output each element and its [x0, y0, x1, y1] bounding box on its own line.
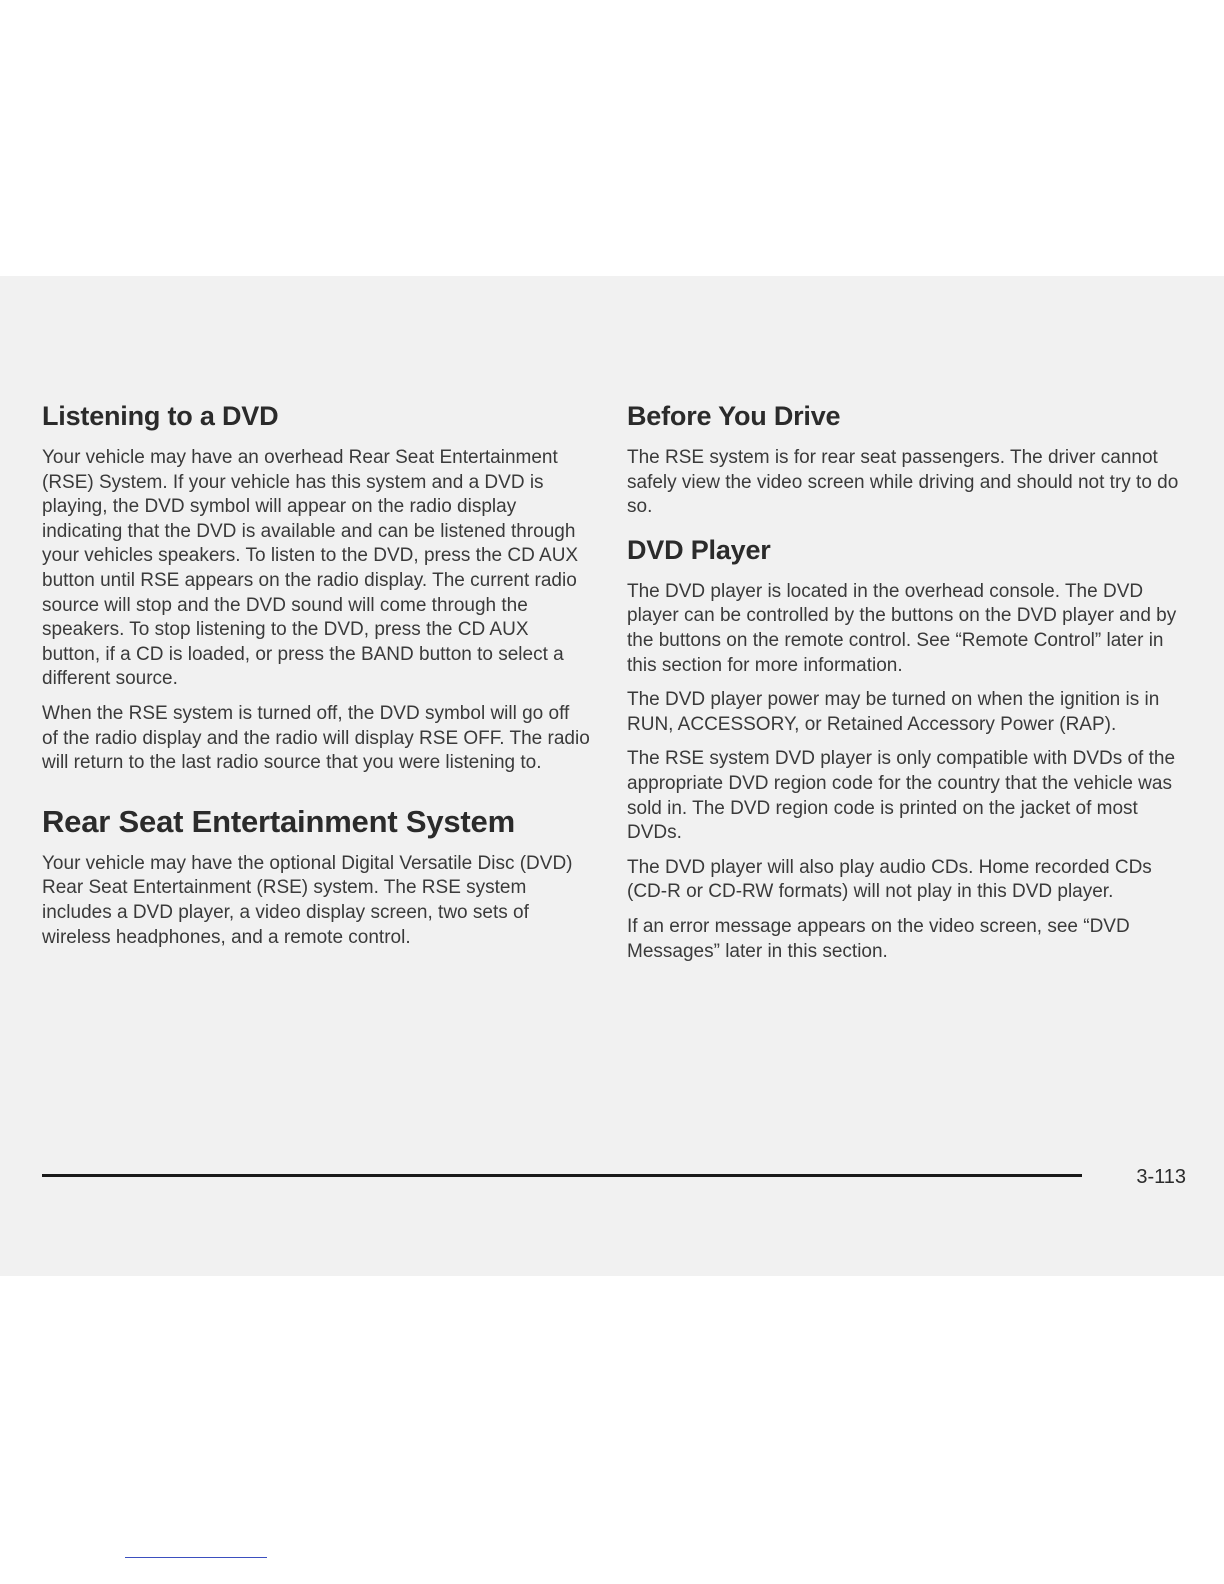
- paragraph-dvd-player-5: If an error message appears on the video screen, see “DVD Messages” later in this section.: [627, 915, 1130, 962]
- heading-rear-seat-entertainment: Rear Seat Entertainment System: [42, 803, 515, 839]
- heading-listening-to-dvd: Listening to a DVD: [42, 401, 279, 431]
- left-column: [42, 398, 590, 960]
- section-rear-seat-entertainment: [42, 802, 590, 950]
- paragraph-dvd-player-4: The DVD player will also play audio CDs. Home recorded CDs (CD-R or CD-RW formats) will not play in this DVD player.: [627, 856, 1152, 903]
- page-number: 3-113: [1136, 1166, 1186, 1188]
- paragraph-dvd-player-1: The DVD player is located in the overhead console. The DVD player can be controlled by the buttons on the DVD player and by the buttons on the remote control. See “Remote Control” later in this section for more information.: [627, 580, 1177, 676]
- right-column: [627, 398, 1183, 974]
- paragraph-dvd-player-3: The RSE system DVD player is only compatible with DVDs of the appropriate DVD region code for the country that the vehicle was sold in. The DVD region code is printed on the jacket of most DVDs.: [627, 748, 1176, 844]
- paragraph-dvd-player-2: The DVD player power may be turned on when the ignition is in RUN, ACCESSORY, or Retained Accessory Power (RAP).: [627, 689, 1160, 735]
- paragraph-rse-1: Your vehicle may have the optional Digital Versatile Disc (DVD) Rear Seat Entertainment (RSE) system. The RSE system includes a DVD player, a video display screen, two sets of wireless headphones, and a remote control.: [42, 852, 573, 948]
- heading-dvd-player: DVD Player: [627, 534, 771, 565]
- paragraph-listening-2: When the RSE system is turned off, the DVD symbol will go off of the radio display and the radio will display RSE OFF. The radio will return to the last radio source that you were listening to.: [42, 702, 590, 774]
- footer-rule: [42, 1174, 1082, 1177]
- heading-before-you-drive: Before You Drive: [627, 401, 841, 431]
- section-listening-to-dvd: [42, 398, 590, 776]
- footnote-line: [125, 1557, 267, 1558]
- paragraph-listening-1: Your vehicle may have an overhead Rear Seat Entertainment (RSE) System. If your vehicle has this system and a DVD is playing, the DVD symbol will appear on the radio display indicating that the DVD is available and can be listened through your vehicles speakers. To listen to the DVD, press the CD AUX button until RSE appears on the radio display. The current radio source will stop and the DVD sound will come through the speakers. To stop listening to the DVD, press the CD AUX button, if a CD is loaded, or press the BAND button to select a different source.: [42, 447, 579, 690]
- paragraph-before-drive-1: The RSE system is for rear seat passengers. The driver cannot safely view the video screen while driving and should not try to do so.: [627, 447, 1179, 518]
- section-dvd-player: [627, 532, 1183, 964]
- section-before-you-drive: [627, 398, 1183, 520]
